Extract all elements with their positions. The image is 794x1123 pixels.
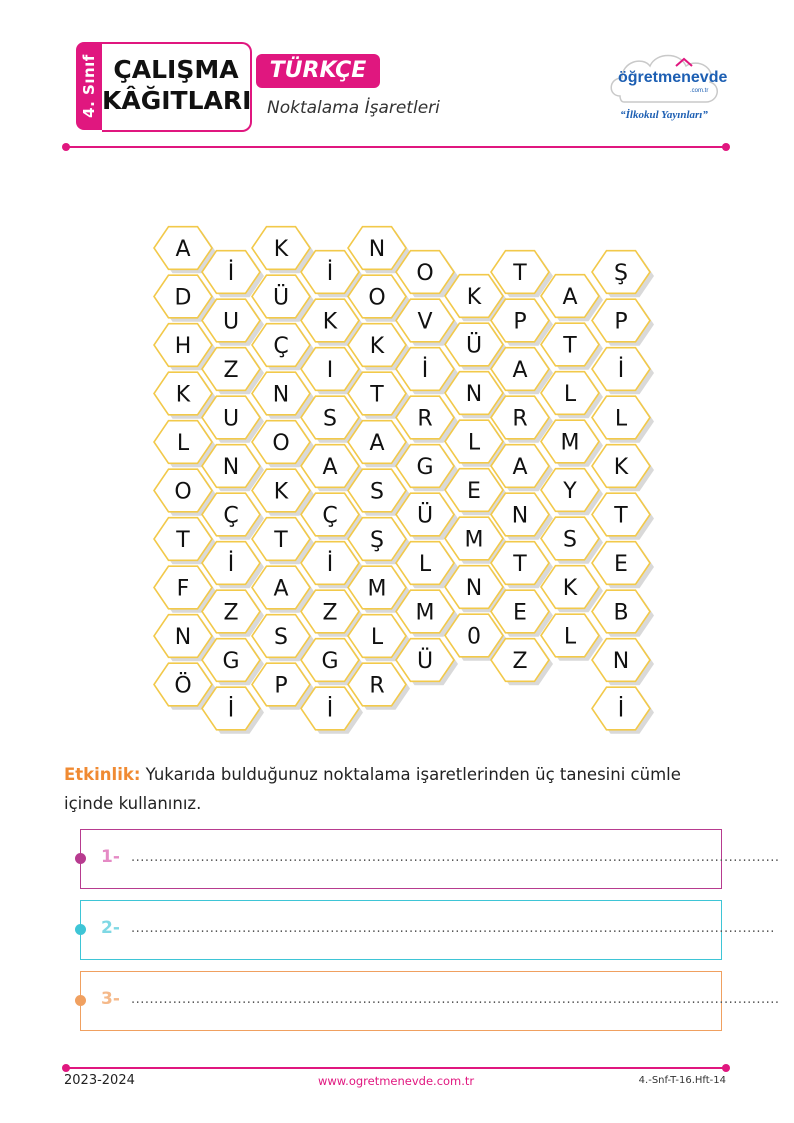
- bullet-dot: [75, 924, 86, 935]
- hex-letter: N: [511, 503, 529, 529]
- hex-letter: A: [512, 455, 528, 480]
- footer-website-link[interactable]: www.ogretmenevde.com.tr: [318, 1074, 475, 1088]
- hex-letter: Ç: [273, 334, 289, 359]
- hex-letter: N: [368, 237, 386, 262]
- hex-cell: [202, 445, 264, 492]
- hex-letter: E: [513, 600, 527, 626]
- hex-letter: O: [416, 261, 434, 286]
- hex-letter: G: [321, 649, 339, 674]
- hex-letter: N: [174, 625, 192, 650]
- hex-letter: T: [513, 552, 527, 577]
- logo-domain: .com.tr: [690, 88, 709, 94]
- hex-letter: L: [176, 431, 190, 456]
- hex-letter: Z: [512, 649, 528, 674]
- hex-letter: E: [614, 552, 628, 577]
- hex-cell: [541, 275, 603, 322]
- hex-letter: Ç: [223, 503, 239, 529]
- answer-number: 2-: [101, 918, 120, 938]
- hex-letter: O: [174, 479, 192, 505]
- answer-line[interactable]: ............................................................................................................................................: [131, 992, 780, 1007]
- hex-letter: M: [415, 600, 435, 626]
- hex-letter: P: [274, 673, 288, 699]
- hex-letter: S: [563, 527, 577, 553]
- hex-cell: [541, 420, 603, 467]
- hex-letter: P: [614, 309, 628, 335]
- grade-label: 4. Sınıf: [80, 54, 98, 118]
- hex-cell: [202, 590, 264, 637]
- logo-tagline: “İlkokul Yayınları”: [620, 109, 708, 121]
- hex-cell: [541, 323, 603, 370]
- hex-letter: O: [272, 431, 290, 456]
- answer-field-2[interactable]: [80, 900, 775, 960]
- hex-letter: U: [222, 406, 240, 432]
- hex-letter: A: [369, 431, 385, 456]
- hex-letter: N: [465, 382, 483, 407]
- hex-cell: [592, 396, 654, 443]
- answer-line[interactable]: ...........................................................................................................................................: [131, 921, 775, 936]
- hex-letter: G: [416, 455, 434, 480]
- hex-letter: Ü: [416, 649, 434, 674]
- hex-letter: L: [563, 382, 577, 407]
- hex-letter: Ü: [465, 333, 483, 359]
- answer-number: 3-: [101, 989, 120, 1009]
- footer-year: 2023-2024: [64, 1073, 135, 1088]
- hex-letter: S: [323, 406, 337, 432]
- hex-letter: B: [613, 600, 629, 626]
- hex-cell: [396, 639, 458, 686]
- hex-letter: H: [174, 334, 192, 359]
- hex-letter: T: [614, 503, 628, 529]
- hex-letter: Ç: [322, 503, 338, 529]
- hex-letter: Z: [322, 600, 338, 626]
- hex-letter: L: [467, 430, 481, 456]
- hex-cell: [592, 639, 654, 686]
- hex-letter: D: [174, 285, 192, 311]
- hex-cell: [202, 687, 264, 734]
- hex-letter: A: [175, 237, 191, 262]
- hex-letter: İ: [617, 697, 625, 723]
- hex-letter: A: [273, 576, 289, 602]
- hex-letter: İ: [326, 697, 334, 723]
- answer-number: 1-: [101, 847, 120, 867]
- hex-letter: N: [465, 576, 483, 601]
- footer-divider: [66, 1067, 726, 1069]
- hex-letter: Ş: [370, 528, 384, 553]
- hex-letter: İ: [326, 261, 334, 286]
- hex-letter: V: [417, 309, 433, 335]
- hex-letter: P: [513, 309, 527, 335]
- answer-field-3[interactable]: [80, 971, 780, 1031]
- hex-letter: N: [612, 649, 630, 674]
- hex-cell: [592, 493, 654, 540]
- hex-letter: K: [562, 576, 578, 601]
- hex-letter: Ü: [272, 285, 290, 311]
- hex-letter: R: [417, 406, 433, 432]
- hex-cell: [202, 299, 264, 346]
- hex-cell: [202, 542, 264, 589]
- hex-cell: [202, 493, 264, 540]
- hex-letter: G: [222, 649, 240, 674]
- activity-label: Etkinlik:: [64, 765, 141, 784]
- logo-name: öğretmenevde: [618, 69, 728, 86]
- hex-letter: K: [273, 479, 289, 505]
- hex-letter: N: [272, 382, 290, 408]
- hex-letter: İ: [617, 358, 625, 383]
- hex-letter: T: [370, 382, 384, 408]
- hex-letter: İ: [326, 552, 334, 577]
- hex-letter: U: [222, 309, 240, 335]
- hex-letter: L: [418, 552, 432, 577]
- hex-letter: K: [369, 334, 385, 359]
- title-line-1: ÇALIŞMA: [113, 55, 239, 84]
- hex-letter: S: [370, 479, 384, 505]
- hex-cell: [202, 396, 264, 443]
- hex-letter: S: [274, 625, 288, 650]
- topic-title: Noktalama İşaretleri: [267, 98, 440, 118]
- hex-letter: İ: [227, 261, 235, 286]
- activity-text: Yukarıda bulduğunuz noktalama işaretlerinden üç tanesini cümle içinde kullanınız.: [64, 765, 681, 813]
- hex-cell: [592, 590, 654, 637]
- hex-letter: R: [512, 406, 528, 432]
- hex-letter: M: [367, 576, 387, 602]
- hex-letter: İ: [227, 697, 235, 723]
- footer-code: 4.-Snf-T-16.Hft-14: [638, 1075, 726, 1086]
- hex-letter: K: [322, 309, 338, 335]
- hex-letter: T: [563, 333, 577, 359]
- hex-letter: T: [176, 528, 190, 553]
- title-line-2: KÂĞITLARI: [102, 86, 252, 115]
- hex-letter: L: [370, 625, 384, 650]
- hex-cell: [592, 348, 654, 395]
- hex-cell: [592, 445, 654, 492]
- hex-cell: [491, 639, 553, 686]
- hex-letter: N: [222, 455, 240, 480]
- hex-cell: [592, 542, 654, 589]
- subject-badge: TÜRKÇE: [256, 54, 380, 88]
- hex-cell: [348, 663, 410, 710]
- hex-letter: R: [369, 673, 385, 699]
- hex-letter: E: [467, 479, 481, 504]
- hex-cell: [592, 251, 654, 298]
- bullet-dot: [75, 853, 86, 864]
- hex-cell: [202, 639, 264, 686]
- hex-letter: I: [326, 358, 334, 383]
- hex-letter: Z: [223, 600, 239, 626]
- hex-letter: K: [613, 455, 629, 480]
- hex-letter: İ: [227, 552, 235, 577]
- hex-cell: [202, 251, 264, 298]
- hex-letter: M: [560, 430, 580, 456]
- answer-line[interactable]: ............................................................................................................................................: [131, 850, 780, 865]
- hex-letter: K: [273, 237, 289, 262]
- hex-letter: L: [614, 406, 628, 432]
- hex-letter: Z: [223, 358, 239, 383]
- hex-letter: O: [368, 285, 386, 311]
- hex-letter: A: [322, 455, 338, 480]
- hex-letter: T: [513, 261, 527, 286]
- hex-letter: K: [175, 382, 191, 408]
- hex-letter: L: [563, 624, 577, 650]
- hex-letter: F: [176, 576, 190, 602]
- bullet-dot: [75, 995, 86, 1006]
- hex-cell: [592, 299, 654, 346]
- hex-letter: Y: [563, 479, 577, 504]
- hex-letter: Ü: [416, 503, 434, 529]
- hex-cell: [541, 517, 603, 564]
- hex-letter: 0: [467, 624, 481, 650]
- hex-letter: İ: [421, 358, 429, 383]
- hex-cell: [592, 687, 654, 734]
- hex-letter: M: [464, 527, 484, 553]
- hex-letter: A: [562, 285, 578, 310]
- hex-letter: Ö: [174, 673, 192, 699]
- hex-cell: [541, 614, 603, 661]
- hex-cell: [541, 469, 603, 516]
- hex-letter: K: [466, 285, 482, 310]
- hex-cell: [202, 348, 264, 395]
- hex-letter: A: [512, 358, 528, 383]
- hex-cell: [541, 566, 603, 613]
- hex-letter: T: [274, 528, 288, 553]
- hex-cell: [541, 372, 603, 419]
- answer-field-1[interactable]: [80, 829, 780, 889]
- hex-letter: Ş: [614, 261, 628, 286]
- activity-instruction: [64, 760, 724, 818]
